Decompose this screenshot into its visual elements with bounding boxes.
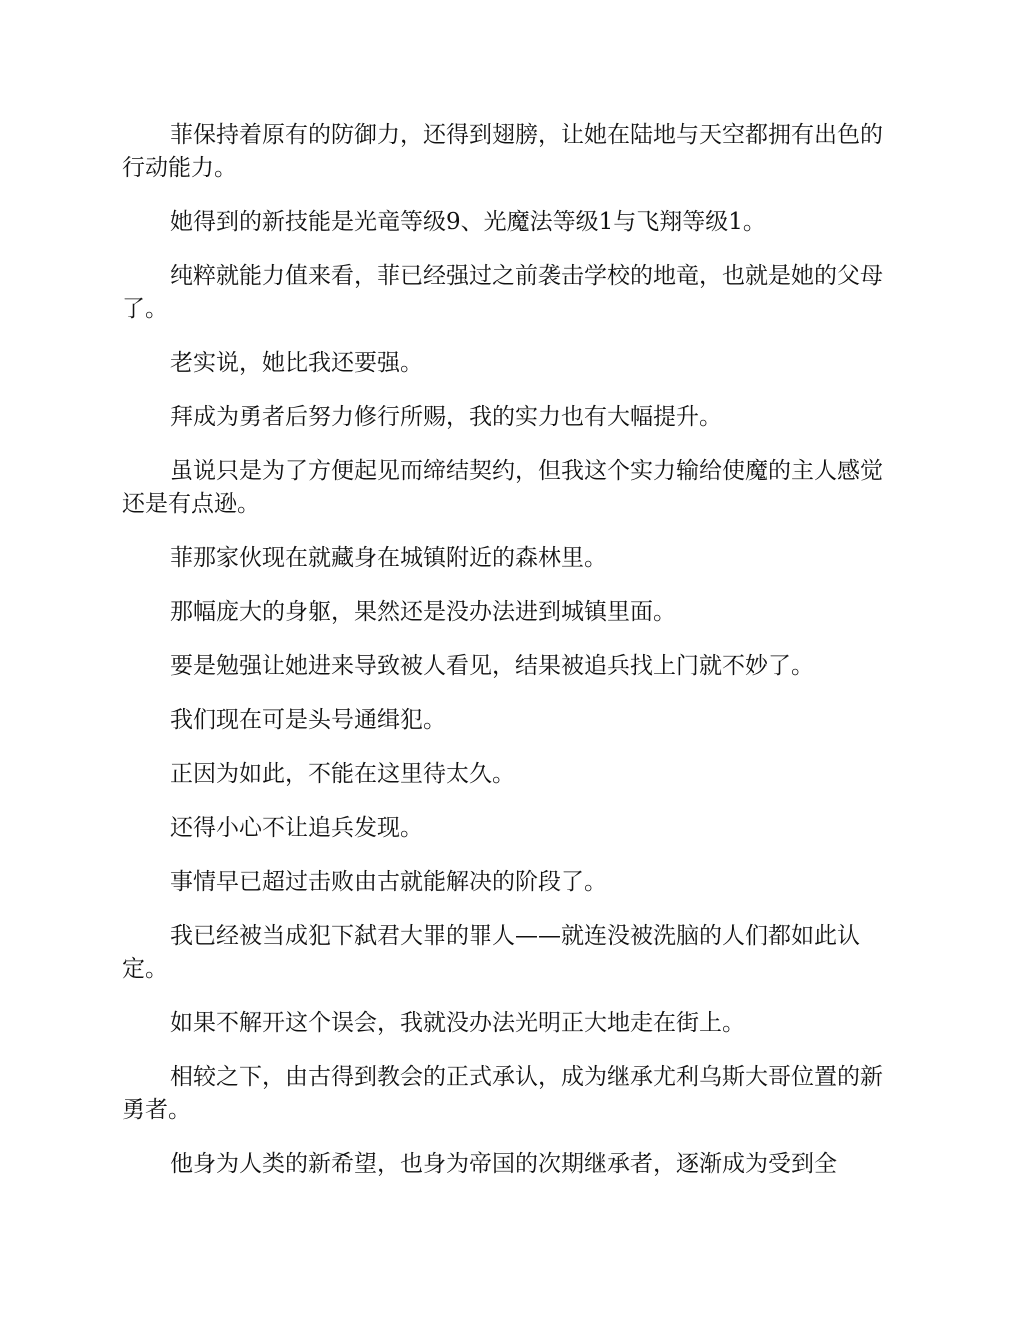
paragraph: 还得小心不让追兵发现。 [170, 815, 423, 841]
paragraph: 那幅庞大的身躯，果然还是没办法进到城镇里面。 [170, 599, 676, 625]
paragraph: 她得到的新技能是光竜等级9、光魔法等级1与飞翔等级1。 [170, 209, 766, 235]
paragraph: 如果不解开这个误会，我就没办法光明正大地走在街上。 [170, 1010, 745, 1036]
paragraph: 事情早已超过击败由古就能解决的阶段了。 [170, 869, 607, 895]
paragraph: 相较之下，由古得到教会的正式承认，成为继承尤利乌斯大哥位置的新勇者。 [122, 1064, 883, 1123]
paragraph: 我们现在可是头号通缉犯。 [170, 707, 446, 733]
paragraph: 正因为如此，不能在这里待太久。 [170, 761, 515, 787]
paragraph: 他身为人类的新希望，也身为帝国的次期继承者，逐渐成为受到全 [170, 1151, 837, 1177]
paragraph: 老实说，她比我还要强。 [170, 350, 423, 376]
paragraph: 虽说只是为了方便起见而缔结契约，但我这个实力输给使魔的主人感觉还是有点逊。 [122, 458, 883, 517]
paragraph: 拜成为勇者后努力修行所赐，我的实力也有大幅提升。 [170, 404, 722, 430]
paragraph: 我已经被当成犯下弑君大罪的罪人——就连没被洗脑的人们都如此认定。 [122, 923, 860, 982]
paragraph: 纯粹就能力值来看，菲已经强过之前袭击学校的地竜，也就是她的父母了。 [122, 263, 883, 322]
paragraph: 菲那家伙现在就藏身在城镇附近的森林里。 [170, 545, 607, 571]
paragraph: 菲保持着原有的防御力，还得到翅膀，让她在陆地与天空都拥有出色的行动能力。 [122, 122, 883, 181]
document-body [122, 119, 898, 1202]
paragraph: 要是勉强让她进来导致被人看见，结果被追兵找上门就不妙了。 [170, 653, 814, 679]
